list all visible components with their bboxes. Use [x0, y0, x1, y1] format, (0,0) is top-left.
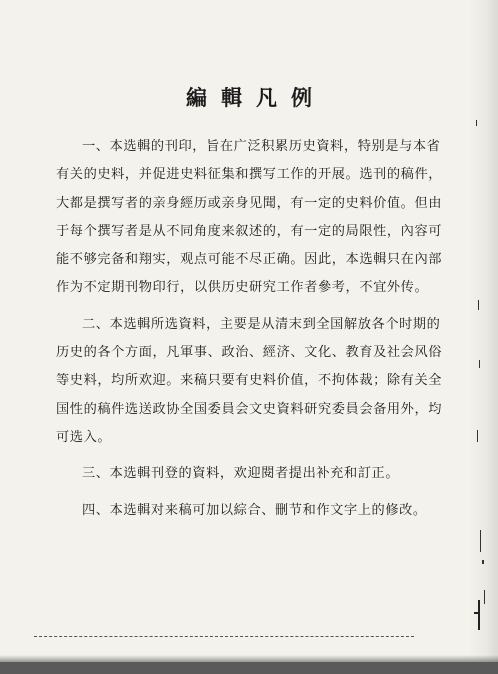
text-line: 大都是撰写者的亲身經历或亲身见聞，有一定的史料价值。但由	[56, 195, 443, 211]
text-line: 能不够完备和翔实，观点可能不尽正确。因此，本选輯只在內部	[56, 252, 443, 268]
text-line: 于每个撰写者是从不同角度来叙述的，有一定的局限性，內容可	[56, 223, 443, 239]
paragraph-3	[56, 460, 428, 488]
text-line: 三、本选輯刊登的資料，欢迎閱者提出补充和訂正。	[82, 466, 400, 482]
paragraph-4	[56, 497, 428, 525]
bottom-divider	[34, 636, 414, 637]
text-line: 一、本选輯的刊印，旨在广泛积累历史資料，特别是与本省	[82, 139, 441, 154]
scan-bottom-edge	[0, 662, 498, 674]
text-line: 国性的稿件选送政协全国委員会文史資料研究委員会备用外，均	[56, 401, 443, 417]
document-body	[56, 133, 443, 525]
page-title: 編輯凡例	[186, 85, 326, 110]
text-line: 等史料，均所欢迎。来稿只要有史料价值，不拘体裁；除有关全	[56, 373, 443, 389]
text-line: 可选入。	[56, 429, 112, 445]
text-line: 有关的史料，并促进史料征集和撰写工作的开展。选刊的稿件，	[56, 167, 443, 183]
paragraph-2	[56, 311, 443, 452]
text-line: 历史的各个方面，凡軍事、政治、經济、文化、教育及社会风俗	[56, 345, 443, 361]
scan-bottom-fade	[0, 655, 498, 662]
margin-scan-marks	[470, 0, 498, 674]
paragraph-1	[56, 133, 443, 303]
text-line: 作为不定期刊物印行，以供历史研究工作者參考，不宜外传。	[56, 280, 429, 296]
text-line: 二、本选輯所选資料，主要是从清末到全国解放各个时期的	[82, 316, 441, 332]
text-line: 四、本选輯对来稿可加以綜合、刪节和作文字上的修改。	[82, 502, 427, 518]
